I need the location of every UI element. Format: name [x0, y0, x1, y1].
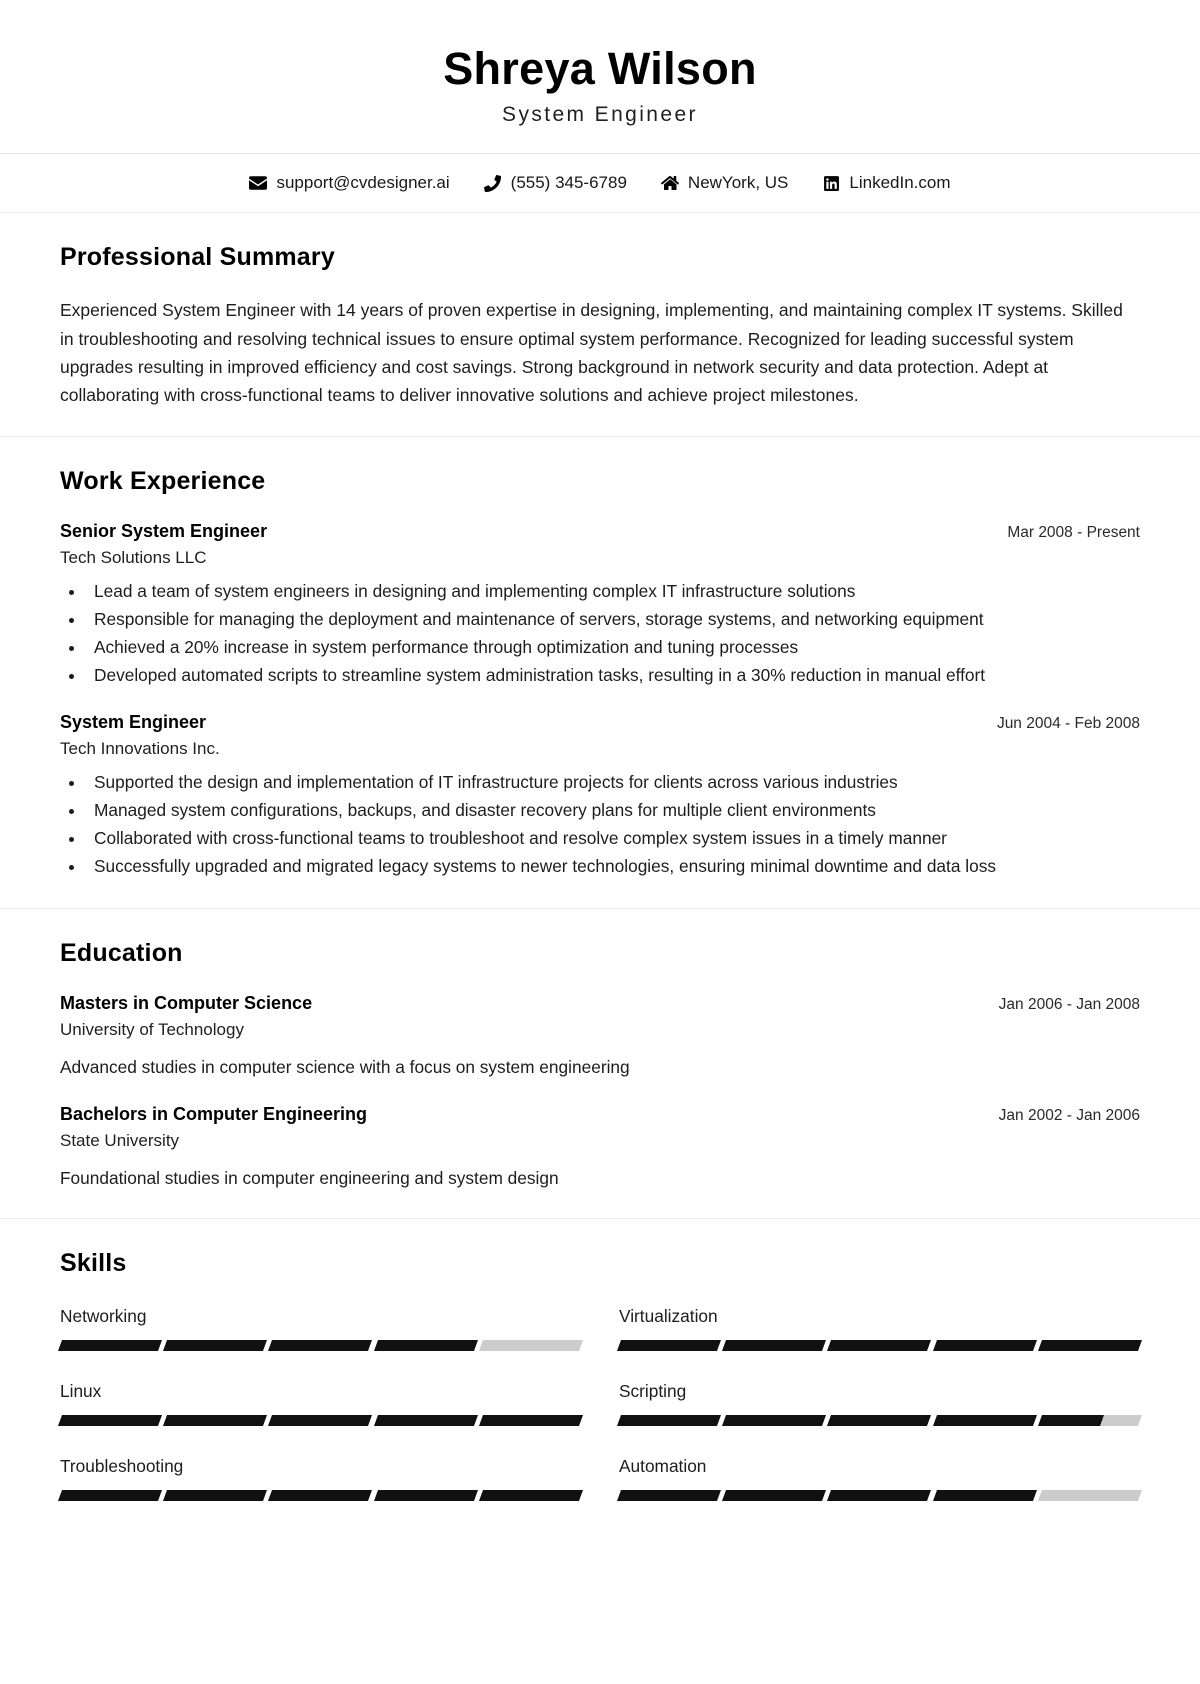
- skill-level-segment: [722, 1415, 826, 1426]
- skill-level-segment: [163, 1340, 267, 1351]
- contact-email-text: support@cvdesigner.ai: [276, 173, 450, 193]
- section-education: [0, 909, 1200, 1219]
- skill-level-segment: [827, 1490, 931, 1501]
- skill-level-segment: [479, 1490, 583, 1501]
- candidate-name: Shreya Wilson: [443, 43, 757, 94]
- section-skills: [0, 1219, 1200, 1553]
- skill-level-bar: [60, 1415, 581, 1426]
- education-entry: [60, 1103, 1140, 1192]
- skill-level-segment: [1038, 1340, 1142, 1351]
- work-entry-company: Tech Innovations Inc.: [60, 739, 220, 759]
- work-bullet-item: • Managed system configurations, backups, and disaster recovery plans for multiple client environments: [86, 798, 1140, 824]
- skill-level-segment: [268, 1340, 372, 1351]
- contact-location[interactable]: [661, 173, 788, 193]
- work-entry-dates: Jun 2004 - Feb 2008: [996, 714, 1140, 732]
- contact-phone-text: (555) 345-6789: [510, 173, 627, 193]
- education-entry-header: [60, 1103, 1140, 1126]
- skill-item: [60, 1377, 581, 1452]
- work-bullet-item: • Achieved a 20% increase in system performance through optimization and tuning processes: [86, 635, 1140, 661]
- work-entry-header: [60, 520, 1140, 543]
- skill-level-segment: [268, 1490, 372, 1501]
- work-entry-bullets: [86, 579, 1140, 689]
- skill-level-bar: [60, 1340, 581, 1351]
- work-entry-role: Senior System Engineer: [60, 520, 268, 541]
- skill-label: Automation: [619, 1455, 707, 1476]
- education-entry-header: [60, 992, 1140, 1015]
- envelope-icon: [249, 174, 267, 192]
- skill-level-segment: [617, 1490, 721, 1501]
- skill-level-segment: [617, 1340, 721, 1351]
- skill-item: [619, 1452, 1140, 1527]
- work-bullet-item: • Lead a team of system engineers in designing and implementing complex IT infrastructure solutions: [86, 579, 1140, 605]
- education-entry-list: [60, 992, 1140, 1192]
- education-entry-dates: Jan 2006 - Jan 2008: [998, 995, 1140, 1013]
- section-professional-summary: [0, 213, 1200, 436]
- section-title-work: Work Experience: [60, 466, 266, 495]
- skill-level-segment: [827, 1415, 931, 1426]
- linkedin-icon: [822, 174, 840, 192]
- skill-level-segment: [374, 1415, 478, 1426]
- skill-level-segment: [479, 1340, 583, 1351]
- skill-label: Troubleshooting: [60, 1455, 184, 1476]
- section-work-experience: [0, 437, 1200, 909]
- skill-level-segment: [933, 1340, 1037, 1351]
- summary-paragraph: Experienced System Engineer with 14 years of proven expertise in designing, implementing, and maintaining complex IT systems. Skilled in troubleshooting and resolving technical issues to ensure optimal system performance. Recognized for leading successful system upgrades resulting in improved efficiency and cost savings. Strong background in network security and data protection. Adept at collaborating with cross-functional teams to deliver innovative solutions and achieve project milestones.: [60, 300, 1123, 406]
- section-title-skills: Skills: [60, 1248, 127, 1277]
- skill-level-segment: [479, 1415, 583, 1426]
- skill-level-segment: [933, 1490, 1037, 1501]
- skill-label: Virtualization: [619, 1305, 718, 1326]
- education-entry: [60, 992, 1140, 1081]
- work-entry-company: Tech Solutions LLC: [60, 548, 207, 568]
- home-icon: [661, 174, 679, 192]
- skill-level-bar: [60, 1490, 581, 1501]
- skill-level-segment: [268, 1415, 372, 1426]
- work-entry-dates: Mar 2008 - Present: [1007, 523, 1140, 541]
- skill-item: [619, 1302, 1140, 1377]
- education-entry-dates: Jan 2002 - Jan 2006: [998, 1106, 1140, 1124]
- work-entry-list: [60, 520, 1140, 880]
- contact-linkedin-text: LinkedIn.com: [849, 173, 951, 193]
- education-entry-school: State University: [60, 1131, 180, 1151]
- work-bullet-item: • Responsible for managing the deployment and maintenance of servers, storage systems, and networking equipment: [86, 607, 1140, 633]
- education-entry-description: Foundational studies in computer engineering and system design: [60, 1167, 559, 1188]
- resume-header: [0, 0, 1200, 153]
- skill-level-bar: [619, 1415, 1140, 1426]
- contact-location-text: NewYork, US: [687, 173, 789, 193]
- education-entry-description: Advanced studies in computer science with a focus on system engineering: [60, 1056, 630, 1077]
- skill-level-segment: [163, 1415, 267, 1426]
- skill-level-segment: [374, 1490, 478, 1501]
- skill-label: Networking: [60, 1305, 147, 1326]
- section-title-summary: Professional Summary: [60, 243, 335, 272]
- work-entry-header: [60, 711, 1140, 734]
- education-entry-degree: Masters in Computer Science: [60, 992, 313, 1013]
- skill-level-segment: [163, 1490, 267, 1501]
- skill-level-segment: [722, 1490, 826, 1501]
- skill-level-segment: [58, 1340, 162, 1351]
- contact-linkedin[interactable]: [822, 173, 950, 193]
- contact-email[interactable]: [249, 173, 449, 193]
- education-entry-school: University of Technology: [60, 1020, 244, 1040]
- skill-level-bar: [619, 1340, 1140, 1351]
- skill-level-segment: [58, 1490, 162, 1501]
- work-entry: [60, 711, 1140, 880]
- skill-level-segment: [827, 1340, 931, 1351]
- skill-level-bar: [619, 1490, 1140, 1501]
- skills-grid: [60, 1302, 1140, 1527]
- skill-item: [619, 1377, 1140, 1452]
- work-entry: [60, 520, 1140, 689]
- contact-bar: [0, 153, 1200, 213]
- skill-level-segment: [374, 1340, 478, 1351]
- skill-item: [60, 1452, 581, 1527]
- skill-label: Scripting: [619, 1380, 687, 1401]
- skill-level-segment: [1038, 1490, 1142, 1501]
- candidate-job-title: System Engineer: [502, 103, 698, 127]
- skill-level-segment: [58, 1415, 162, 1426]
- work-bullet-item: • Supported the design and implementation of IT infrastructure projects for clients across various industries: [86, 770, 1140, 796]
- work-bullet-item: • Developed automated scripts to streamline system administration tasks, resulting in a 30% reduction in manual effort: [86, 663, 1140, 689]
- skill-level-segment: [1038, 1415, 1142, 1426]
- contact-phone[interactable]: [484, 173, 627, 193]
- phone-icon: [484, 174, 502, 192]
- work-bullet-item: • Successfully upgraded and migrated legacy systems to newer technologies, ensuring minimal downtime and data loss: [86, 854, 1140, 880]
- section-title-education: Education: [60, 938, 183, 967]
- work-bullet-item: • Collaborated with cross-functional teams to troubleshoot and resolve complex system issues in a timely manner: [86, 826, 1140, 852]
- skill-item: [60, 1302, 581, 1377]
- work-entry-role: System Engineer: [60, 711, 207, 732]
- work-entry-bullets: [86, 770, 1140, 880]
- education-entry-degree: Bachelors in Computer Engineering: [60, 1103, 368, 1124]
- skill-level-segment: [722, 1340, 826, 1351]
- skill-level-segment: [933, 1415, 1037, 1426]
- skill-label: Linux: [60, 1380, 102, 1401]
- skill-level-segment: [617, 1415, 721, 1426]
